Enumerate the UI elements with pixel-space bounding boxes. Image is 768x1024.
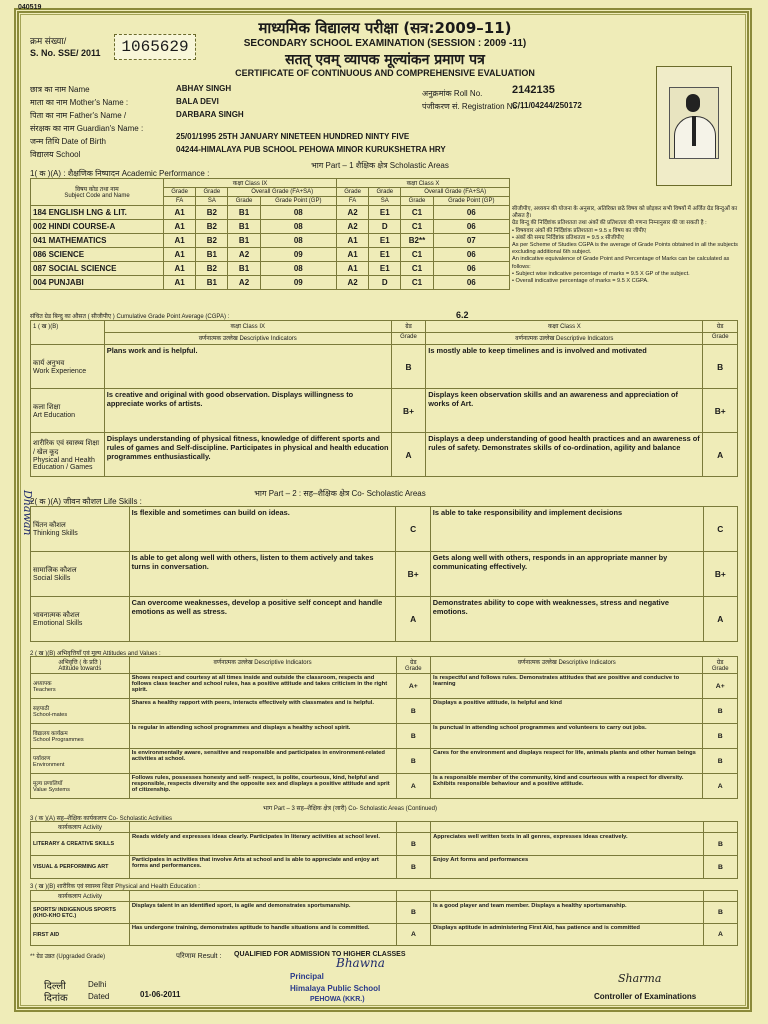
grade-sa10: E1 — [369, 262, 401, 276]
row-label-en: SPORTS/ INDIGENOUS SPORTS (KHO-KHO ETC.) — [33, 906, 116, 919]
class10-indicator: Cares for the environment and displays respect for life, animals plants and other human beings — [431, 749, 703, 774]
indicator-row — [31, 774, 738, 799]
dob-label: जन्म तिथि Date of Birth — [30, 137, 106, 146]
note-line: ग्रेड बिन्दु की निर्दिष्टांक प्रतिशतता तथा अंकों की प्रतिशतता की गणना निम्नानुसार की जा सकती है : — [512, 220, 707, 227]
class10-indicator: Displays keen observation skills and an awareness and appreciation of works of Art. — [426, 389, 703, 433]
grade-header — [396, 657, 431, 674]
class9-grade: A+ — [396, 674, 431, 699]
physical-health-table — [30, 890, 738, 946]
indicator-row — [31, 433, 738, 477]
row-label-hi: कार्य अनुभव — [33, 359, 65, 367]
blank-cell — [129, 891, 396, 902]
student-name: ABHAY SINGH — [176, 84, 232, 93]
grade-gp10: 06 — [433, 248, 509, 262]
blank-cell — [431, 891, 704, 902]
note-line: • अंकों की समग्र निर्दिष्टांक प्रतिशतता = 9.5 x सीजीपीए — [512, 234, 624, 241]
grade-gp10: 06 — [433, 262, 509, 276]
class10-header: कक्षा Class X — [336, 179, 509, 188]
part3-heading: भाग Part – 3 सह–शैक्षिक क्षेत्र (जारी) Co- Scholastic Areas (Continued) — [263, 806, 437, 812]
class10-grade: A — [703, 597, 737, 642]
result-label: परिणाम Result : — [176, 953, 222, 960]
row-label-hi: पर्यावरण — [33, 756, 51, 762]
row-label-en: Environment — [33, 762, 65, 768]
note-line: • विषयवार अंकों की निर्दिष्टांक प्रतिशतता = 9.5 x विषय का जीपीए — [512, 227, 647, 234]
grade-g10: C1 — [401, 262, 433, 276]
grade-g9: B1 — [228, 220, 260, 234]
row-label — [31, 924, 130, 946]
grade-gp9: 09 — [260, 248, 336, 262]
grade-fa10: A1 — [336, 248, 368, 262]
row-label-hi: कला शिक्षा — [33, 403, 61, 411]
grade-fa10: A2 — [336, 206, 368, 220]
grade-gp10: 06 — [433, 220, 509, 234]
dob-value: 25/01/1995 25TH JANUARY NINETEEN HUNDRED NINTY FIVE — [176, 132, 410, 141]
title-hindi: माध्यमिक विद्यालय परीक्षा (सत्र:2009–11) — [258, 19, 512, 37]
grade-header: Grade — [336, 188, 368, 197]
grade-fa9: A1 — [164, 262, 196, 276]
class10-header: कक्षा Class X — [426, 321, 703, 333]
activity-header: कार्यकलाप Activity — [31, 891, 130, 902]
academic-performance-table — [30, 178, 510, 290]
serial-number: 1065629 — [114, 34, 196, 60]
grade-sa9: B2 — [196, 206, 228, 220]
grade-gp9: 08 — [260, 262, 336, 276]
class10-indicator: Is mostly able to keep timelines and is involved and motivated — [426, 345, 703, 389]
row-label-hi: भावनात्मक कौशल — [33, 612, 80, 619]
grade-gp9: 08 — [260, 234, 336, 248]
indicator-row — [31, 856, 738, 879]
subject-row — [31, 206, 510, 220]
grade-header — [703, 657, 738, 674]
row-label — [31, 552, 130, 597]
class10-indicator: Is respectful and follows rules. Demonstrates attitudes that are positive and conducive to learning — [431, 674, 703, 699]
grade-fa10: A1 — [336, 262, 368, 276]
class9-indicator: Is creative and original with good observation. Displays willingness to appreciate works of artists. — [104, 389, 391, 433]
row-label — [31, 774, 130, 799]
grade-gp9: 08 — [260, 206, 336, 220]
class9-grade: A — [396, 774, 431, 799]
grade-g9: A2 — [228, 248, 260, 262]
grade-header-hi: ग्रेड — [703, 321, 738, 333]
subject-name: 041 MATHEMATICS — [31, 234, 164, 248]
mother-label: माता का नाम Mother's Name : — [30, 98, 129, 107]
grade-header: Grade — [369, 188, 401, 197]
indicator-row — [31, 389, 738, 433]
cgpa-notes — [512, 206, 740, 285]
row-label — [31, 856, 130, 879]
grade-g10: C1 — [401, 248, 433, 262]
class9-header: कक्षा Class IX — [164, 179, 337, 188]
grade-sa10: D — [369, 220, 401, 234]
subject-header: विषय कोड तथा नाम Subject Code and Name — [31, 179, 164, 206]
note-line: सीजीपीए, अध्ययन की योजना के अनुसार, अतिरिक्त छठे विषय को छोड़कर सभी विषयों में अर्जित ग्रेड बिन्दुओं का औसत है। — [512, 206, 738, 220]
class10-indicator: Demonstrates ability to cope with weaknesses, stress and negative emotions. — [430, 597, 703, 642]
part2a-section-title: 2( क )(A) जीवन कौशल Life Skills : — [30, 497, 142, 506]
grade-fa9: A1 — [164, 206, 196, 220]
descriptive-header: वर्णनात्मक उल्लेख Descriptive Indicators — [129, 657, 396, 674]
class9-grade: B — [391, 345, 426, 389]
class10-indicator: Appreciates well written texts in all genres, expresses ideas creatively. — [431, 833, 704, 856]
row-label-en: Teachers — [33, 687, 56, 693]
class10-indicator: Enjoy Art forms and performances — [431, 856, 704, 879]
co-scholastic-activities-table — [30, 821, 738, 879]
blank-cell — [703, 891, 737, 902]
grade-header: Grade — [228, 197, 260, 206]
grade-g9: A2 — [228, 276, 260, 290]
grade-header-hi: ग्रेड — [409, 660, 417, 666]
grade-sa9: B1 — [196, 276, 228, 290]
roll-label: अनुक्रमांक Roll No. — [422, 89, 483, 98]
grade-fa9: A1 — [164, 220, 196, 234]
class10-grade: A — [703, 774, 738, 799]
indicator-row — [31, 724, 738, 749]
stamp-place: PEHOWA (KKR.) — [310, 996, 365, 1003]
grade-fa9: A1 — [164, 234, 196, 248]
part2b-section-title: 2 ( ख )(B) अभिवृत्तियाँ एवं मूल्य Attitudes and Values : — [30, 651, 161, 657]
registration-number: C/11/04244/250172 — [512, 101, 582, 110]
grade-g9: B1 — [228, 234, 260, 248]
grade-g9: B1 — [228, 206, 260, 220]
father-label: पिता का नाम Father's Name / — [30, 111, 127, 120]
school-value: 04244-HIMALAYA PUB SCHOOL PEHOWA MINOR KURUKSHETRA HRY — [176, 145, 446, 154]
note-line: • Overall indicative percentage of marks = 9.5 X CGPA. — [512, 278, 649, 285]
grade-header-hi: ग्रेड — [391, 321, 426, 333]
attitude-header-hi: अभिवृत्ति ( के प्रति ) — [58, 660, 102, 666]
class10-indicator: Is able to take responsibility and implement decisions — [430, 507, 703, 552]
subject-row — [31, 220, 510, 234]
grade-header: Grade — [391, 333, 426, 345]
subject-name: 004 PUNJABI — [31, 276, 164, 290]
row-label-en: LITERARY & CREATIVE SKILLS — [33, 841, 115, 847]
class9-indicator: Shows respect and courtesy at all times inside and outside the classroom, respects and follows class teacher and school rules, has a positive attitude and takes criticism in the right spirit. — [129, 674, 396, 699]
part2-heading: भाग Part – 2 : सह–शैक्षिक क्षेत्र Co- Scholastic Areas — [254, 489, 426, 498]
grade-g10: C1 — [401, 276, 433, 290]
grade-g9: B1 — [228, 262, 260, 276]
descriptive-header: वर्णनात्मक उल्लेख Descriptive Indicators — [104, 333, 391, 345]
class10-grade: B — [703, 749, 738, 774]
grade-sa9: B2 — [196, 220, 228, 234]
class9-indicator: Participates in activities that involve Arts at school and is able to appreciate and enjoy art forms and performances. — [129, 856, 396, 879]
class10-grade: B — [703, 345, 738, 389]
row-label-hi: चिंतन कौशल — [33, 522, 66, 529]
grade-g10: B2** — [401, 234, 433, 248]
activity-header: कार्यकलाप Activity — [31, 822, 130, 833]
grade-gp10: 06 — [433, 276, 509, 290]
class10-indicator: Is a responsible member of the community, kind and courteous with a respect for diversity. Exhibits responsible behaviour and a positive attitude. — [431, 774, 703, 799]
part3b-section-title: 3 ( ख )(B) शारीरिक एवं स्वास्थ्य शिक्षा Physical and Health Education : — [30, 884, 200, 890]
controller-label: Controller of Examinations — [594, 992, 697, 1001]
grade-sa9: B2 — [196, 234, 228, 248]
row-label — [31, 699, 130, 724]
row-label — [31, 389, 105, 433]
controller-signature: Sharma — [618, 972, 662, 985]
row-label-en: Art Education — [33, 411, 76, 419]
indicator-row — [31, 924, 738, 946]
indicator-row — [31, 597, 738, 642]
blank-cell — [431, 822, 704, 833]
indicator-row — [31, 902, 738, 924]
class10-indicator: Is a good player and team member. Displays a healthy sportsmanship. — [431, 902, 704, 924]
class9-indicator: Shares a healthy rapport with peers, interacts effectively with classmates and is helpful. — [129, 699, 396, 724]
grade-gp10: 07 — [433, 234, 509, 248]
part1b-section: 1 ( ख )(B) — [31, 321, 105, 345]
subject-row — [31, 248, 510, 262]
class10-grade: B+ — [703, 552, 737, 597]
overall-header: Overall Grade (FA+SA) — [401, 188, 510, 197]
row-label-en: Emotional Skills — [33, 620, 83, 627]
place: Delhi — [88, 980, 107, 989]
grade-header-en: Grade — [711, 666, 729, 672]
grade-gp9: 09 — [260, 276, 336, 290]
row-label — [31, 597, 130, 642]
class9-indicator: Displays talent in an identified sport, is agile and demonstrates sportsmanship. — [129, 902, 396, 924]
blank-cell — [396, 822, 430, 833]
class10-grade: B — [703, 833, 737, 856]
date-hi: दिनांक — [44, 993, 68, 1004]
indicator-row — [31, 507, 738, 552]
class10-grade: A — [703, 433, 738, 477]
grade-header: Grade — [164, 188, 196, 197]
class9-indicator: Plans work and is helpful. — [104, 345, 391, 389]
grade-header-en: Grade — [404, 666, 422, 672]
grade-fa10: A2 — [336, 276, 368, 290]
overall-header: Overall Grade (FA+SA) — [228, 188, 337, 197]
grade-fa10: A1 — [336, 234, 368, 248]
class9-grade: B — [396, 724, 431, 749]
serial-label-hi: क्रम संख्या/ — [30, 36, 67, 46]
sa-header: SA — [196, 197, 228, 206]
student-photo — [656, 66, 732, 186]
subject-name: 002 HINDI COURSE-A — [31, 220, 164, 234]
blank-cell — [396, 891, 430, 902]
row-label — [31, 833, 130, 856]
fa-header: FA — [336, 197, 368, 206]
part3a-section-title: 3 ( क )(A) सह–शैक्षिक कार्यकलाप Co- Scholastic Activities — [30, 816, 173, 822]
class10-grade: B — [703, 902, 737, 924]
grade-sa10: D — [369, 276, 401, 290]
gp-header: Grade Point (GP) — [260, 197, 336, 206]
row-label-en: School-mates — [33, 712, 68, 718]
grade-header: Grade — [401, 197, 433, 206]
indicator-row — [31, 749, 738, 774]
subject-name: 086 SCIENCE — [31, 248, 164, 262]
row-label-en: School Programmes — [33, 737, 84, 743]
class9-grade: B — [396, 902, 430, 924]
row-label — [31, 724, 130, 749]
grade-gp9: 08 — [260, 220, 336, 234]
title-english: SECONDARY SCHOOL EXAMINATION (SESSION : 2009 -11) — [243, 38, 527, 49]
attitudes-values-table — [30, 656, 738, 799]
grade-sa9: B1 — [196, 248, 228, 262]
subject-row — [31, 276, 510, 290]
grade-fa10: A2 — [336, 220, 368, 234]
cgpa-label: संचित ग्रेड बिन्दु का औसत ( सीजीपीए ) Cumulative Grade Point Average (CGPA) : — [30, 314, 230, 320]
subject-name: 184 ENGLISH LNG & LIT. — [31, 206, 164, 220]
indicator-row — [31, 699, 738, 724]
blank-cell — [129, 822, 396, 833]
class9-grade: A — [396, 924, 430, 946]
sa-header: SA — [369, 197, 401, 206]
grade-sa10: E1 — [369, 206, 401, 220]
class10-grade: B — [703, 699, 738, 724]
co-scholastic-1b-table — [30, 320, 738, 477]
guardian-label: संरक्षक का नाम Guardian's Name : — [30, 124, 144, 133]
class10-grade: A — [703, 924, 737, 946]
principal-signature: Bhawna — [336, 956, 385, 970]
class10-indicator: Is punctual in attending school programmes and volunteers to carry out jobs. — [431, 724, 703, 749]
class9-indicator: Is able to get along well with others, listen to them actively and takes turns in conversation. — [129, 552, 396, 597]
row-label-hi: अध्यापक — [33, 681, 52, 687]
row-label-en: VISUAL & PERFORMING ART — [33, 864, 109, 870]
grade-fa9: A1 — [164, 248, 196, 262]
class10-grade: B+ — [703, 389, 738, 433]
serial-top: 040519 — [18, 4, 42, 11]
class9-indicator: Can overcome weaknesses, develop a positive self concept and handle emotions as well as stress. — [129, 597, 396, 642]
grade-sa10: E1 — [369, 248, 401, 262]
row-label-en: Physical and Health Education / Games — [33, 456, 95, 471]
fa-header: FA — [164, 197, 196, 206]
gp-header: Grade Point (GP) — [433, 197, 509, 206]
class9-indicator: Displays understanding of physical fitness, knowledge of different sports and rules of games and Self-discipline. Participates in physical and health education programmes enthusiastically. — [104, 433, 391, 477]
blank-cell — [703, 822, 737, 833]
subject-row — [31, 234, 510, 248]
mother-name: BALA DEVI — [176, 97, 219, 106]
class9-grade: B — [396, 749, 431, 774]
class10-grade: B — [703, 724, 738, 749]
row-label-en: Work Experience — [33, 367, 87, 375]
row-label — [31, 749, 130, 774]
issue-date: 01-06-2011 — [140, 990, 181, 999]
row-label-hi: मूल्य प्रणालियाँ — [33, 781, 63, 787]
class10-indicator: Displays aptitude in administering First Aid, has patience and is committed — [431, 924, 704, 946]
part1a-section-title: 1( क )(A) : शैक्षणिक निष्पादन Academic Performance : — [30, 169, 210, 178]
class9-indicator: Is environmentally aware, sensitive and responsible and participates in environment-related activities at school. — [129, 749, 396, 774]
school-label: विद्यालय School — [30, 150, 81, 159]
class9-indicator: Has undergone training, demonstrates aptitude to handle situations and is committed. — [129, 924, 396, 946]
class10-indicator: Displays a positive attitude, is helpful and kind — [431, 699, 703, 724]
stamp-school: Himalaya Public School — [290, 984, 381, 993]
class9-grade: B+ — [396, 552, 430, 597]
class9-indicator: Follows rules, possesses honesty and self- respect, is polite, courteous, kind, helpful and responsible, respects diversity and the opposite sex and displays a positive attitude and sprit of citizenship. — [129, 774, 396, 799]
note-line: • Subject wise indicative percentage of marks = 9.5 X GP of the subject. — [512, 270, 690, 277]
class10-indicator: Gets along well with others, responds in an appropriate manner by communicating effectively. — [430, 552, 703, 597]
class9-grade: B — [396, 699, 431, 724]
row-label-en: FIRST AID — [33, 931, 60, 938]
row-label — [31, 902, 130, 924]
grade-g10: C1 — [401, 220, 433, 234]
serial-label: S. No. SSE/ 2011 — [30, 48, 101, 58]
indicator-row — [31, 833, 738, 856]
class9-indicator: Reads widely and expresses ideas clearly. Participates in literary activities at school level. — [129, 833, 396, 856]
attitude-header-en: Attitude towards — [58, 666, 102, 672]
row-label-hi: सामाजिक कौशल — [33, 567, 77, 574]
row-label-hi: सहपाठी — [33, 706, 50, 712]
date-label: Dated — [88, 992, 110, 1001]
row-label — [31, 433, 105, 477]
life-skills-table — [30, 506, 738, 642]
grade-header: Grade — [196, 188, 228, 197]
row-label-en: Value Systems — [33, 787, 70, 793]
class10-grade: B — [703, 856, 737, 879]
upgraded-note: ** ग्रेड उन्नत (Upgraded Grade) — [30, 954, 106, 960]
class9-indicator: Is flexible and sometimes can build on ideas. — [129, 507, 396, 552]
row-label-hi: विद्यालय कार्यक्रम — [33, 731, 68, 737]
grade-header-hi: ग्रेड — [716, 660, 724, 666]
subject-name: 087 SOCIAL SCIENCE — [31, 262, 164, 276]
subtitle-english: CERTIFICATE OF CONTINUOUS AND COMPREHENSIVE EVALUATION — [235, 68, 535, 78]
name-label: छात्र का नाम Name — [30, 85, 90, 94]
subtitle-hindi: सतत् एवम् व्यापक मूल्यांकन प्रमाण पत्र — [285, 52, 485, 68]
roll-number: 2142135 — [512, 84, 555, 96]
class10-grade: A+ — [703, 674, 738, 699]
class9-grade: B+ — [391, 389, 426, 433]
class9-header: कक्षा Class IX — [104, 321, 391, 333]
class10-indicator: Displays a deep understanding of good health practices and an awareness of rules of safety. Demonstrates skills of co-ordination, agility and balance — [426, 433, 703, 477]
subject-row — [31, 262, 510, 276]
grade-sa9: B2 — [196, 262, 228, 276]
registration-label: पंजीकरण सं. Registration No. : — [422, 102, 524, 111]
attitude-header — [31, 657, 130, 674]
class9-grade: A — [396, 597, 430, 642]
cgpa-value: 6.2 — [456, 310, 469, 320]
note-line: An indicative equivalence of Grade Point and Percentage of Marks can be calculated as follows: — [512, 256, 730, 270]
class9-grade: A — [391, 433, 426, 477]
father-name: DARBARA SINGH — [176, 110, 244, 119]
stamp-principal: Principal — [290, 972, 324, 981]
row-label-en: Thinking Skills — [33, 530, 78, 537]
row-label — [31, 345, 105, 389]
row-label-hi: शारीरिक एवं स्वास्थ्य शिक्षा / खेल कूद — [33, 439, 100, 456]
class9-grade: B — [396, 856, 430, 879]
descriptive-header: वर्णनात्मक उल्लेख Descriptive Indicators — [426, 333, 703, 345]
row-label — [31, 507, 130, 552]
indicator-row — [31, 552, 738, 597]
class9-grade: C — [396, 507, 430, 552]
indicator-row — [31, 674, 738, 699]
grade-header: Grade — [703, 333, 738, 345]
class9-indicator: Is regular in attending school programmes and displays a healthy school spirit. — [129, 724, 396, 749]
grade-gp10: 06 — [433, 206, 509, 220]
row-label — [31, 674, 130, 699]
indicator-row — [31, 345, 738, 389]
row-label-en: Social Skills — [33, 575, 71, 582]
class9-grade: B — [396, 833, 430, 856]
descriptive-header: वर्णनात्मक उल्लेख Descriptive Indicators — [431, 657, 703, 674]
margin-signature: Dhawan — [21, 490, 34, 536]
part1-heading: भाग Part – 1 शैक्षिक क्षेत्र Scholastic Areas — [311, 161, 449, 170]
class10-grade: C — [703, 507, 737, 552]
place-hi: दिल्ली — [44, 981, 66, 992]
result-value: QUALIFIED FOR ADMISSION TO HIGHER CLASSES — [234, 951, 406, 958]
grade-fa9: A1 — [164, 276, 196, 290]
note-line: As per Scheme of Studies CGPA is the average of Grade Points obtained in all the subjects excluding additional 6th subject. — [512, 242, 738, 256]
grade-g10: C1 — [401, 206, 433, 220]
grade-sa10: E1 — [369, 234, 401, 248]
